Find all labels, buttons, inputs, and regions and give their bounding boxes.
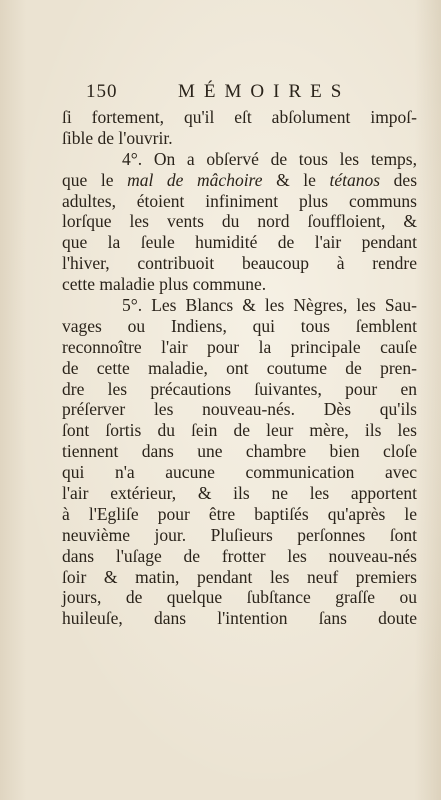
text-line: tiennent dans une chambre bien cloſe (62, 441, 417, 462)
page-header (86, 80, 386, 104)
page-number: 150 (86, 81, 118, 102)
text-line: reconnoître l'air pour la principale cauſe (62, 336, 417, 357)
text-line: ſible de l'ouvrir. (62, 127, 173, 148)
text-line: ſont ſortis du ſein de leur mère, ils les (62, 420, 417, 441)
text-line: ſoir & matin, pendant les neuf premiers (62, 566, 417, 587)
text-line: vages ou Indiens, qui tous ſemblent (62, 315, 417, 336)
italic-term: mal de mâchoire (127, 169, 263, 190)
text-line: préſerver les nouveau-nés. Dès qu'ils (62, 399, 417, 420)
text-line: dre les précautions ſuivantes, pour en (62, 378, 417, 399)
text-line: 5°. Les Blancs & les Nègres, les Sau- (122, 295, 417, 316)
text-line: de cette maladie, ont coutume de pren- (62, 357, 417, 378)
text-line: neuvième jour. Pluſieurs perſonnes ſont (62, 524, 417, 545)
body-text (62, 107, 417, 629)
running-title: MÉMOIRES (178, 81, 351, 102)
text-line: 4°. On a obſervé de tous les temps, (122, 148, 417, 169)
text-line: adultes, étoient infiniment plus communs (62, 190, 417, 211)
text-line: l'air extérieur, & ils ne les apportent (62, 483, 417, 504)
text-line: cette maladie plus commune. (62, 274, 267, 295)
text-line: que le mal de mâchoire & le tétanos des (62, 169, 418, 190)
text-line: jours, de quelque ſubſtance graſſe ou (62, 587, 417, 608)
italic-term: tétanos (329, 169, 381, 190)
text-line: ſi fortement, qu'il eſt abſolument impoſ- (62, 107, 417, 127)
text-line: dans l'uſage de frotter les nouveau-nés (62, 545, 417, 566)
text-line: lorſque les vents du nord ſouffloient, & (62, 211, 417, 232)
text-line: qui n'a aucune communication avec (62, 462, 417, 483)
text-line: huileuſe, dans l'intention ſans doute (62, 608, 417, 629)
text-line: l'hiver, contribuoit beaucoup à rendre (62, 253, 417, 274)
text-line: que la ſeule humidité de l'air pendant (62, 232, 417, 253)
text-line: à l'Egliſe pour être baptiſés qu'après le (62, 503, 417, 524)
